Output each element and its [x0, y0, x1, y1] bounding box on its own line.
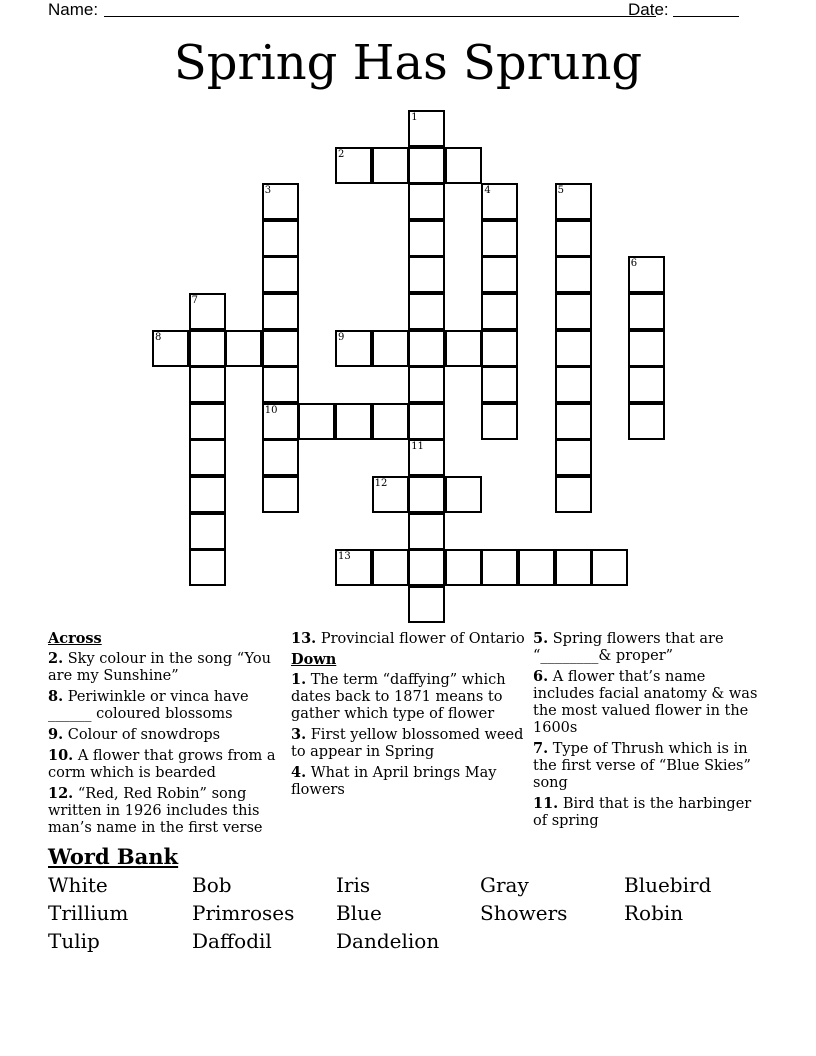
- grid-cell[interactable]: [481, 403, 518, 440]
- clue-across-9: 9. Colour of snowdrops: [48, 726, 221, 743]
- grid-cell[interactable]: [408, 183, 445, 220]
- name-label: Name:: [48, 0, 99, 19]
- word-bank-item: Iris: [336, 873, 371, 897]
- clue-number: 12: [374, 478, 388, 489]
- grid-cell[interactable]: [298, 403, 335, 440]
- grid-cell[interactable]: [555, 403, 592, 440]
- grid-cell[interactable]: [189, 549, 226, 586]
- grid-cell[interactable]: [335, 403, 372, 440]
- clue-down-11: 11. Bird that is the harbinger of spring: [533, 795, 752, 829]
- clue-number: 4: [484, 185, 491, 197]
- grid-cell[interactable]: [591, 549, 628, 586]
- grid-cell[interactable]: [372, 147, 409, 184]
- clue-number: 2: [338, 148, 345, 160]
- grid-cell[interactable]: [152, 330, 189, 367]
- clue-down-7: 7. Type of Thrush which is in the first verse of “Blue Skies” song: [533, 740, 751, 791]
- clues-column-2: [291, 630, 527, 802]
- grid-cell[interactable]: [481, 293, 518, 330]
- grid-cell[interactable]: [225, 330, 262, 367]
- grid-cell[interactable]: [408, 256, 445, 293]
- word-bank-item: Blue: [336, 901, 382, 925]
- grid-cell[interactable]: [262, 439, 299, 476]
- grid-cell[interactable]: [481, 330, 518, 367]
- grid-cell[interactable]: [555, 293, 592, 330]
- grid-cell[interactable]: [555, 183, 592, 220]
- clue-across-2: 2. Sky colour in the song “You are my Sunshine”: [48, 650, 271, 684]
- clue-number: 9: [338, 331, 345, 343]
- grid-cell[interactable]: [481, 549, 518, 586]
- grid-cell[interactable]: [408, 220, 445, 257]
- grid-cell[interactable]: [189, 439, 226, 476]
- grid-cell[interactable]: [555, 220, 592, 257]
- grid-cell[interactable]: [335, 330, 372, 367]
- clue-number: 6: [630, 258, 638, 270]
- grid-cell[interactable]: [445, 147, 482, 184]
- grid-cell[interactable]: [408, 147, 445, 184]
- grid-cell[interactable]: [189, 513, 226, 550]
- clue-number: 10: [264, 404, 278, 416]
- grid-cell[interactable]: [445, 330, 482, 367]
- grid-cell[interactable]: [372, 549, 409, 586]
- grid-cell[interactable]: [189, 476, 226, 513]
- grid-cell[interactable]: [481, 256, 518, 293]
- grid-cell[interactable]: [189, 293, 226, 330]
- grid-cell[interactable]: [408, 110, 445, 147]
- clue-down-1: 1. The term “daffying” which dates back to 1871 means to gather which type of flower: [291, 671, 506, 722]
- grid-cell[interactable]: [262, 256, 299, 293]
- clues-column-3: [533, 630, 769, 833]
- word-bank-item: Primroses: [192, 901, 295, 925]
- clues-column-1: [48, 630, 284, 840]
- word-bank-item: Tulip: [48, 929, 100, 953]
- grid-cell[interactable]: [555, 330, 592, 367]
- grid-cell[interactable]: [262, 403, 299, 440]
- clue-down-6: 6. A flower that’s name includes facial anatomy & was the most valued flower in the 1600s: [533, 668, 758, 736]
- grid-cell[interactable]: [372, 476, 409, 513]
- clue-across-13: 13. Provincial flower of Ontario: [291, 630, 525, 647]
- page-title: Spring Has Sprung: [173, 35, 643, 91]
- grid-cell[interactable]: [555, 256, 592, 293]
- grid-cell[interactable]: [408, 476, 445, 513]
- grid-cell[interactable]: [262, 476, 299, 513]
- grid-cell[interactable]: [445, 476, 482, 513]
- grid-cell[interactable]: [189, 366, 226, 403]
- grid-cell[interactable]: [518, 549, 555, 586]
- grid-cell[interactable]: [262, 366, 299, 403]
- word-bank-item: White: [48, 873, 108, 897]
- clue-across-8: 8. Periwinkle or vinca have ______ coloured blossoms: [48, 688, 249, 722]
- grid-cell[interactable]: [335, 147, 372, 184]
- grid-cell[interactable]: [262, 183, 299, 220]
- clue-number: 11: [411, 441, 424, 453]
- down-heading: Down: [291, 651, 337, 668]
- grid-cell[interactable]: [628, 293, 665, 330]
- grid-cell[interactable]: [408, 439, 445, 476]
- grid-cell[interactable]: [555, 549, 592, 586]
- clue-number: 5: [557, 185, 564, 197]
- word-bank-item: Trillium: [48, 901, 129, 925]
- grid-cell[interactable]: [555, 439, 592, 476]
- grid-cell[interactable]: [481, 183, 518, 220]
- grid-cell[interactable]: [335, 549, 372, 586]
- grid-cell[interactable]: [189, 403, 226, 440]
- across-heading: Across: [48, 630, 102, 647]
- grid-cell[interactable]: [372, 403, 409, 440]
- clue-number: 8: [155, 331, 162, 343]
- grid-cell[interactable]: [189, 330, 226, 367]
- word-bank-item: Bob: [192, 873, 232, 897]
- clue-number: 7: [191, 295, 198, 306]
- word-bank-item: Dandelion: [336, 929, 440, 953]
- grid-cell[interactable]: [481, 366, 518, 403]
- grid-cell[interactable]: [555, 476, 592, 513]
- clue-down-5: 5. Spring flowers that are “________& proper”: [533, 630, 724, 664]
- word-bank-title: Word Bank: [48, 844, 179, 869]
- grid-cell[interactable]: [481, 220, 518, 257]
- grid-cell[interactable]: [262, 293, 299, 330]
- date-label: Date:: [628, 0, 669, 19]
- grid-cell[interactable]: [408, 586, 445, 623]
- grid-cell[interactable]: [408, 513, 445, 550]
- word-bank-item: Gray: [480, 873, 529, 897]
- grid-cell[interactable]: [408, 366, 445, 403]
- grid-cell[interactable]: [628, 330, 665, 367]
- clue-number: 13: [338, 551, 351, 563]
- grid-cell[interactable]: [262, 220, 299, 257]
- word-bank-item: Robin: [624, 901, 684, 925]
- grid-cell[interactable]: [555, 366, 592, 403]
- grid-cell[interactable]: [628, 403, 665, 440]
- clue-number: 1: [411, 112, 418, 123]
- grid-cell[interactable]: [262, 330, 299, 367]
- grid-cell[interactable]: [408, 549, 445, 586]
- grid-cell[interactable]: [628, 366, 665, 403]
- clue-down-3: 3. First yellow blossomed weed to appear in Spring: [291, 726, 524, 760]
- clue-across-10: 10. A flower that grows from a corm which is bearded: [48, 747, 276, 781]
- word-bank: [48, 872, 768, 954]
- grid-cell[interactable]: [628, 256, 665, 293]
- grid-cell[interactable]: [408, 403, 445, 440]
- clue-down-4: 4. What in April brings May flowers: [291, 764, 497, 798]
- word-bank-item: Daffodil: [192, 929, 272, 953]
- grid-cell[interactable]: [408, 330, 445, 367]
- clue-across-12: 12. “Red, Red Robin” song written in 1926 includes this man’s name in the first verse: [48, 785, 263, 836]
- grid-cell[interactable]: [372, 330, 409, 367]
- word-bank-item: Bluebird: [624, 873, 712, 897]
- grid-cell[interactable]: [445, 549, 482, 586]
- grid-cell[interactable]: [408, 293, 445, 330]
- word-bank-item: Showers: [480, 901, 568, 925]
- clue-number: 3: [264, 185, 272, 197]
